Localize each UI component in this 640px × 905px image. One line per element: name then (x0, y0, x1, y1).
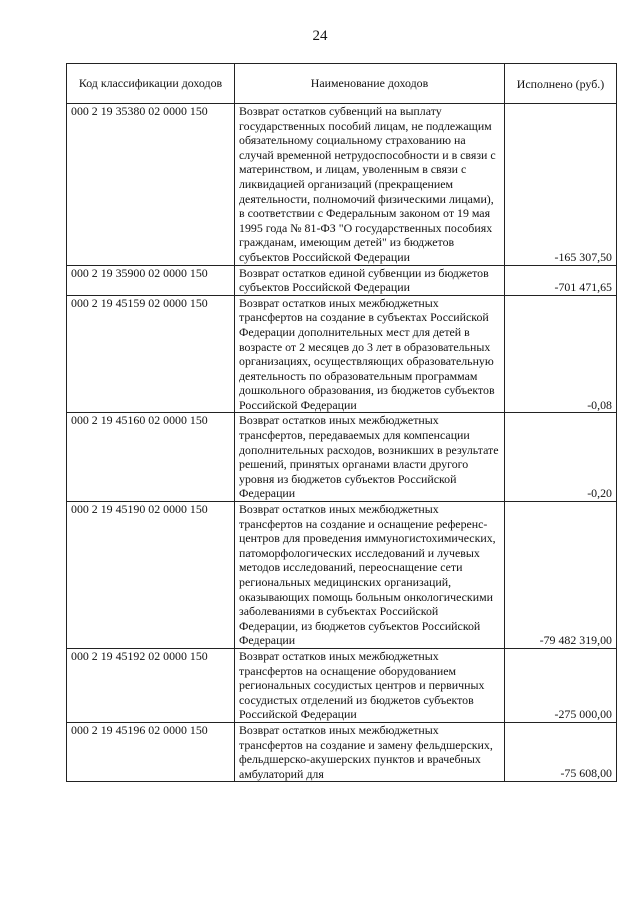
row-name: Возврат остатков иных межбюджетных трансфертов на создание в субъектах Российской Федерации дополнительных мест для детей в возрасте от 2 месяцев до 3 лет в образовательных организациях, осуществляющих образовательную деятельность по образовательным программам дошкольного образования, из бюджетов субъектов Российской Федерации (235, 295, 505, 413)
table-row (67, 265, 617, 295)
table-row (67, 295, 617, 413)
row-code: 000 2 19 35900 02 0000 150 (67, 265, 235, 295)
income-table (66, 63, 617, 782)
row-code: 000 2 19 35380 02 0000 150 (67, 104, 235, 266)
row-code: 000 2 19 45196 02 0000 150 (67, 722, 235, 781)
table-header-row (67, 64, 617, 104)
row-name: Возврат остатков иных межбюджетных трансфертов на создание и оснащение референс-центров для проведения иммуногистохимических, патоморфологических исследований и лучевых методов исследований, переоснащение сети региональных медицинских организаций, оказывающих помощь больным онкологическими заболеваниями в субъектах Российской Федерации, из бюджетов субъектов Российской Федерации (235, 502, 505, 649)
row-amount: -275 000,00 (505, 648, 617, 722)
row-amount: -75 608,00 (505, 722, 617, 781)
row-name: Возврат остатков иных межбюджетных трансфертов на оснащение оборудованием региональных сосудистых центров и первичных сосудистых отделений из бюджетов субъектов Российской Федерации (235, 648, 505, 722)
table-row (67, 413, 617, 502)
row-code: 000 2 19 45160 02 0000 150 (67, 413, 235, 502)
row-name: Возврат остатков субвенций на выплату государственных пособий лицам, не подлежащим обязательному социальному страхованию на случай временной нетрудоспособности и в связи с материнством, и лицам, уволенным в связи с ликвидацией организаций (прекращением деятельности, полномочий физическими лицами), в соответствии с Федеральным законом от 19 мая 1995 года № 81-ФЗ "О государственных пособиях гражданам, имеющим детей" из бюджетов субъектов Российской Федерации (235, 104, 505, 266)
row-name: Возврат остатков единой субвенции из бюджетов субъектов Российской Федерации (235, 265, 505, 295)
table-row (67, 648, 617, 722)
row-amount: -165 307,50 (505, 104, 617, 266)
row-name (235, 722, 505, 781)
page-number: 24 (312, 28, 328, 44)
row-amount: -0,08 (505, 295, 617, 413)
row-code: 000 2 19 45190 02 0000 150 (67, 502, 235, 649)
row-name-text: Возврат остатков иных межбюджетных трансфертов на создание и замену фельдшерских, фельдшерско-акушерских пунктов и врачебных амбулаторий для (239, 722, 493, 781)
header-name: Наименование доходов (235, 64, 505, 104)
row-code: 000 2 19 45192 02 0000 150 (67, 648, 235, 722)
row-amount: -79 482 319,00 (505, 502, 617, 649)
header-code: Код классификации доходов (67, 64, 235, 104)
row-amount: -0,20 (505, 413, 617, 502)
header-amount: Исполнено (руб.) (505, 64, 617, 104)
row-amount: -701 471,65 (505, 265, 617, 295)
table-row (67, 502, 617, 649)
row-name: Возврат остатков иных межбюджетных трансфертов, передаваемых для компенсации дополнительных расходов, возникших в результате решений, принятых органами власти другого уровня из бюджетов субъектов Российской Федерации (235, 413, 505, 502)
table-row (67, 722, 617, 781)
row-code: 000 2 19 45159 02 0000 150 (67, 295, 235, 413)
table-row (67, 104, 617, 266)
